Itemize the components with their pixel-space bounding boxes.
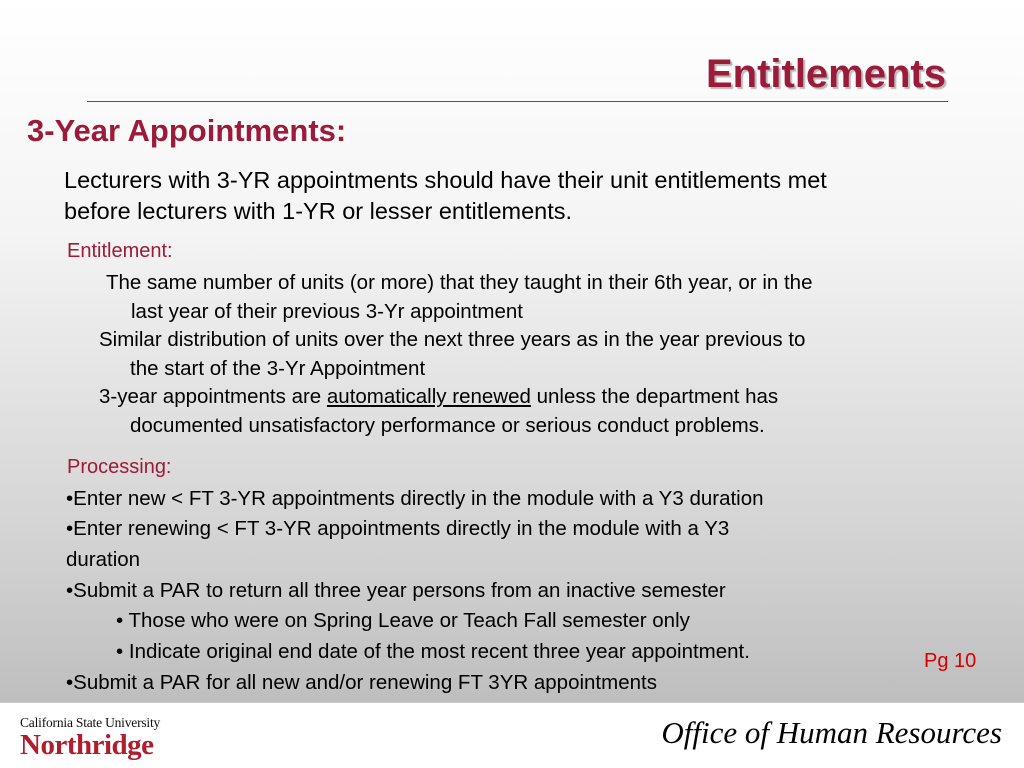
title-divider <box>87 101 948 102</box>
entitlement-item-1: The same number of units (or more) that they taught in their 6th year, or in the last year of their previous 3-Yr appointment <box>106 271 813 323</box>
processing-label: Processing: <box>67 456 172 478</box>
entitlement-item-2: Similar distribution of units over the next three years as in the year previous to the start of the 3-Yr Appointment <box>99 328 806 380</box>
processing-subbullet-2: • Indicate original end date of the most recent three year appointment. <box>116 640 750 663</box>
entitlement-item-3: 3-year appointments are automatically renewed unless the department has documented unsatisfactory performance or serious conduct problems. <box>99 385 779 437</box>
section-heading: 3-Year Appointments: <box>27 113 347 148</box>
intro-paragraph <box>64 165 999 227</box>
office-name: Office of Human Resources <box>661 715 1002 750</box>
processing-bullet-4: •Submit a PAR for all new and/or renewing FT 3YR appointments <box>66 671 657 694</box>
processing-bullet-3: •Submit a PAR to return all three year persons from an inactive semester <box>66 579 726 602</box>
intro-line-2: before lecturers with 1-YR or lesser entitlements. <box>64 198 573 224</box>
entitlement-label: Entitlement: <box>67 240 173 262</box>
slide-title: Entitlements <box>705 52 946 96</box>
footer-divider <box>0 702 1024 703</box>
university-logo <box>20 716 160 760</box>
logo-top-text: California State University <box>20 715 161 730</box>
automatically-renewed-text: automatically renewed <box>326 385 531 408</box>
page-reference: Pg 10 <box>924 650 977 672</box>
processing-bullet-2: •Enter renewing < FT 3-YR appointments directly in the module with a Y3 <box>66 517 730 540</box>
processing-bullet-1: •Enter new < FT 3-YR appointments directly in the module with a Y3 duration <box>66 487 764 510</box>
intro-line-1: Lecturers with 3-YR appointments should have their unit entitlements met <box>64 167 827 193</box>
logo-main-text: Northridge <box>20 729 154 761</box>
processing-subbullet-1: • Those who were on Spring Leave or Teach Fall semester only <box>116 609 690 632</box>
processing-bullet-2-cont: duration <box>66 548 141 571</box>
